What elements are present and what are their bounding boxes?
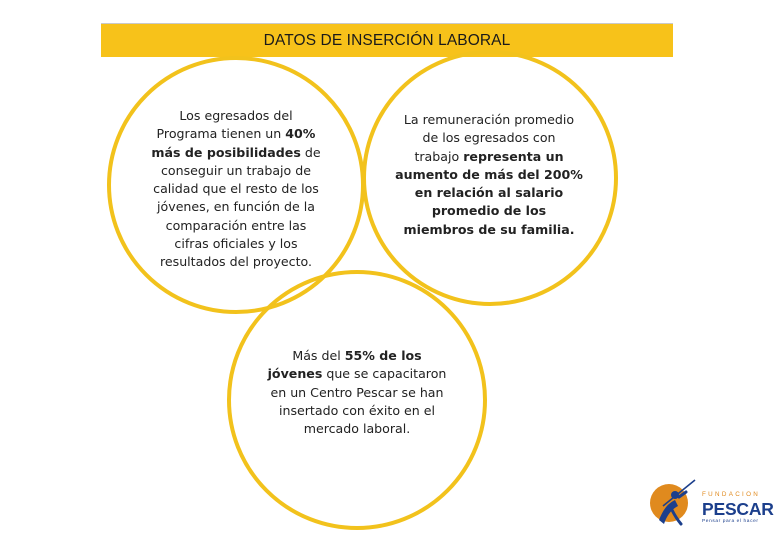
text-run: resultados del proyecto. [159, 254, 312, 270]
text-line [389, 202, 589, 220]
bold-run: 40% [285, 126, 316, 142]
text-run: mercado laboral. [303, 421, 411, 437]
circle-bottom-text [257, 347, 457, 438]
page-title: DATOS DE INSERCIÓN LABORAL [263, 31, 511, 49]
bold-run: más de posibilidades [151, 144, 301, 160]
text-line [257, 384, 457, 402]
bold-run: aumento de más del 200% [395, 166, 583, 182]
bold-run: jóvenes [267, 366, 323, 382]
text-run: La remuneración promedio [403, 112, 575, 127]
text-line [136, 253, 336, 271]
text-line [257, 347, 457, 365]
text-run: trabajo [414, 148, 464, 164]
text-line [257, 365, 457, 383]
text-line [136, 107, 336, 125]
text-line [389, 166, 589, 184]
text-line [136, 125, 336, 143]
text-line [257, 420, 457, 438]
text-line [389, 129, 589, 147]
text-run: jóvenes, en función de la [157, 199, 315, 215]
text-run: Los egresados del [179, 108, 293, 123]
text-line [136, 180, 336, 198]
bold-run: miembros de su familia. [403, 221, 575, 237]
text-line [257, 402, 457, 420]
bold-run: representa un [463, 148, 564, 164]
text-line [136, 198, 336, 216]
text-run: Programa tienen un [156, 126, 286, 142]
text-run: Más del [292, 348, 345, 363]
text-run: en un Centro Pescar se han [270, 384, 444, 400]
text-run: conseguir un trabajo de [160, 162, 312, 178]
text-line [389, 184, 589, 202]
bold-run: en relación al salario [414, 185, 564, 201]
bold-run: 55% de los [344, 348, 422, 363]
text-line [389, 221, 589, 239]
text-line [389, 111, 589, 129]
text-run: comparación entre las [165, 217, 307, 233]
text-line [136, 217, 336, 235]
text-line [136, 144, 336, 162]
text-line [136, 235, 336, 253]
circle-right-text [389, 111, 589, 239]
bold-run: promedio de los [431, 203, 547, 219]
logo-tagline: Pensar para el hacer [702, 519, 759, 524]
text-run: de [300, 144, 321, 160]
text-run: cifras oficiales y los [174, 236, 298, 252]
text-run: calidad que el resto de los [153, 181, 319, 197]
text-line [136, 162, 336, 180]
text-run: que se capacitaron [322, 366, 447, 382]
text-run: de los egresados con [422, 130, 556, 146]
logo-foundation-label: FUNDACION [702, 491, 761, 498]
circle-left-text [136, 107, 336, 272]
text-line [389, 148, 589, 166]
text-run: insertado con éxito en el [278, 402, 436, 418]
logo-name: PESCAR [702, 499, 774, 519]
